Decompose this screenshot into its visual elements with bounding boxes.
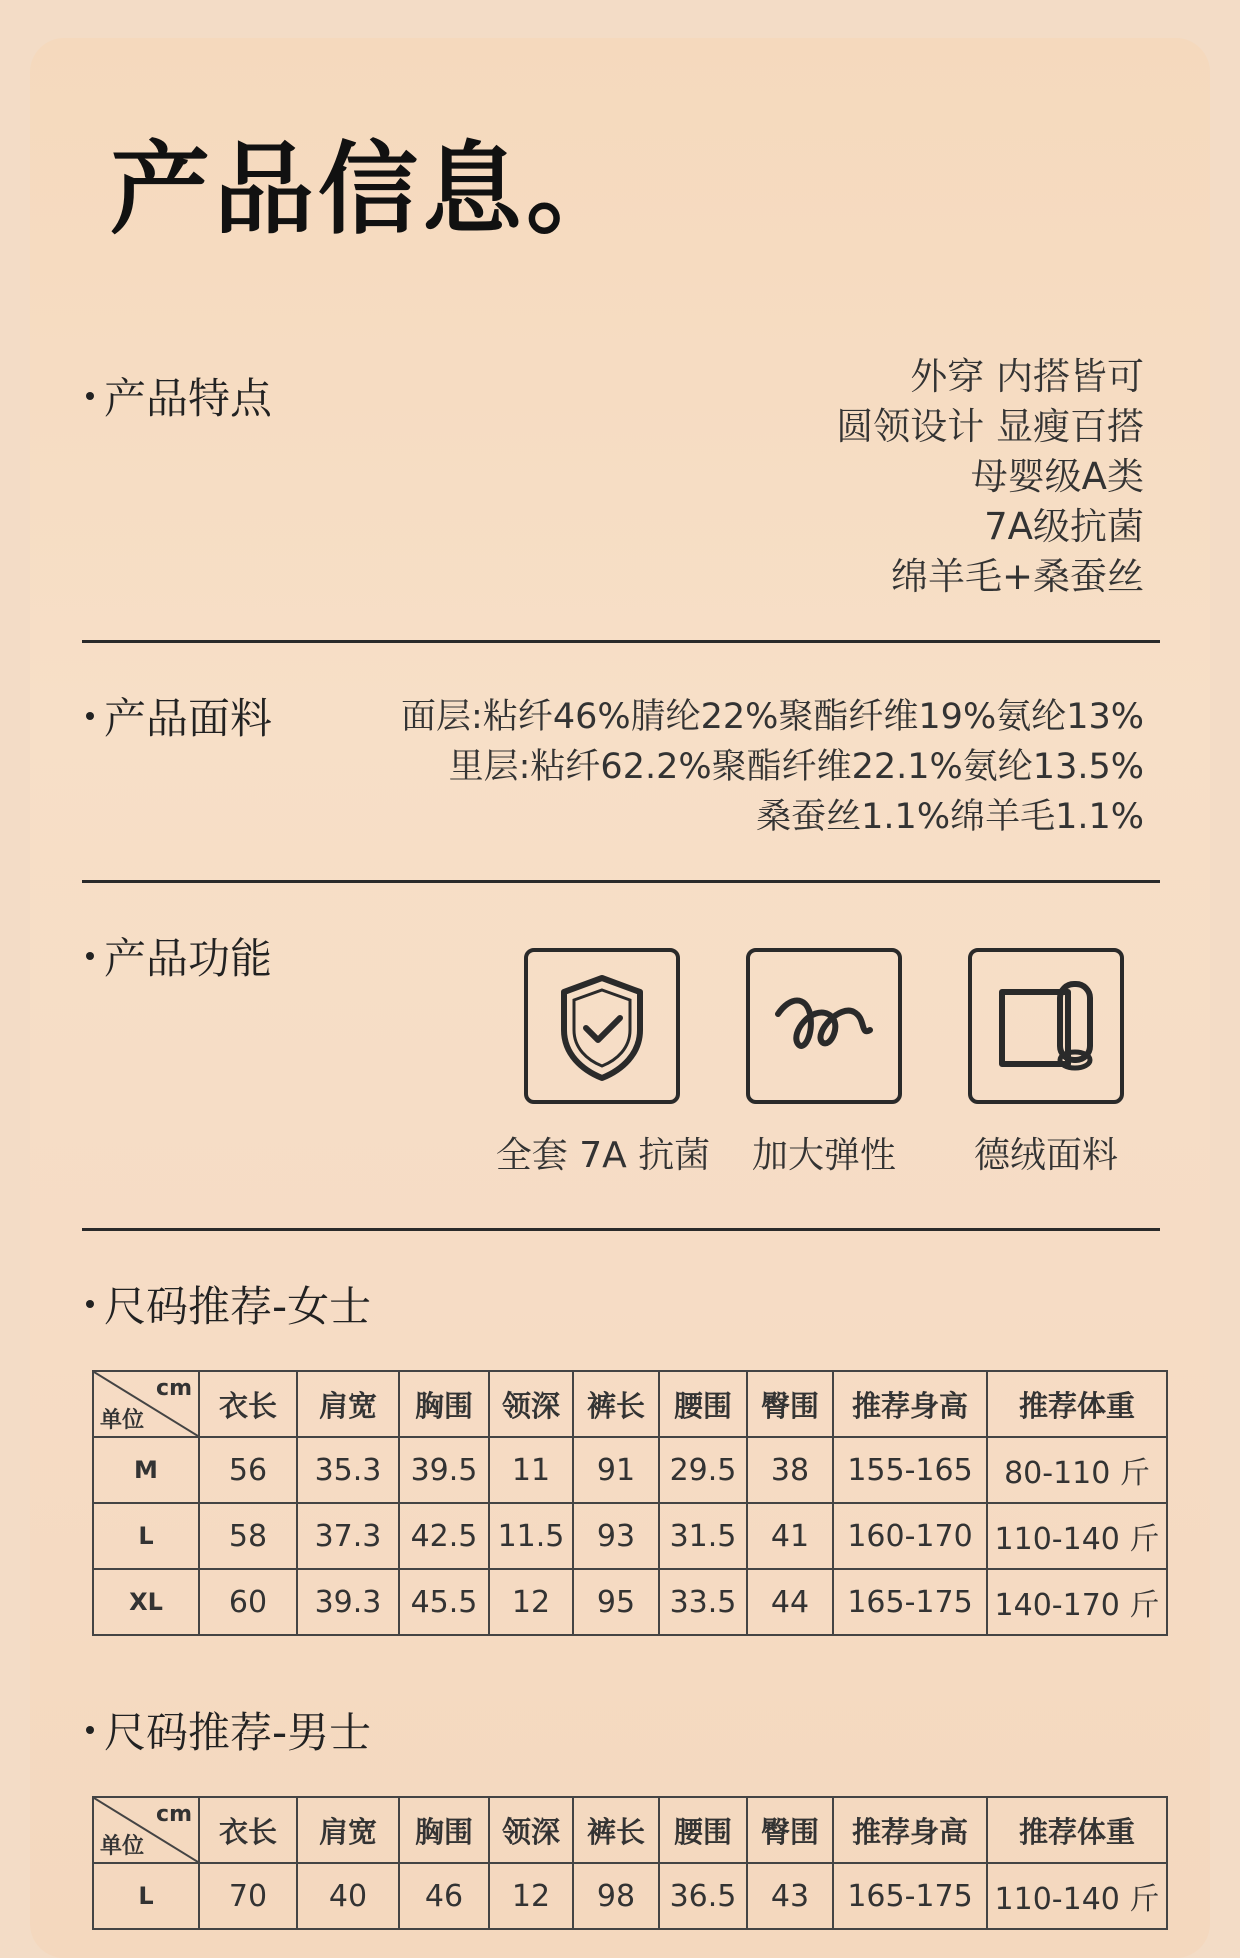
column-header: 推荐身高 xyxy=(833,1371,987,1437)
table-cell: 45.5 xyxy=(399,1569,489,1635)
feature-line: 圆领设计 显瘦百搭 xyxy=(836,405,1144,448)
table-cell: 42.5 xyxy=(399,1503,489,1569)
fabric-list xyxy=(401,692,1144,842)
table-cell: 91 xyxy=(573,1437,659,1503)
feature-line: 外穿 内搭皆可 xyxy=(910,355,1144,398)
column-header: 推荐身高 xyxy=(833,1797,987,1863)
table-row xyxy=(93,1503,1167,1569)
table-cell: 80-110 斤 xyxy=(987,1437,1167,1503)
stretch-wave-icon-box xyxy=(746,948,902,1104)
table-cell: 165-175 xyxy=(833,1569,987,1635)
column-header: 衣长 xyxy=(199,1371,297,1437)
women-size-table xyxy=(92,1370,1168,1636)
bullet-dot xyxy=(86,712,94,720)
fabric-line: 面层:粘纤46%腈纶22%聚酯纤维19%氨纶13% xyxy=(401,697,1144,737)
column-header: 腰围 xyxy=(659,1797,747,1863)
table-cell: 58 xyxy=(199,1503,297,1569)
fabric-label: 产品面料 xyxy=(104,694,273,743)
fabric-line: 里层:粘纤62.2%聚酯纤维22.1%氨纶13.5% xyxy=(448,747,1144,787)
table-cell: 39.3 xyxy=(297,1569,399,1635)
table-cell: 95 xyxy=(573,1569,659,1635)
unit-corner-cell xyxy=(93,1371,199,1437)
column-header: 臀围 xyxy=(747,1371,833,1437)
fabric-line: 桑蚕丝1.1%绵羊毛1.1% xyxy=(756,797,1144,837)
column-header: 肩宽 xyxy=(297,1371,399,1437)
table-cell: 110-140 斤 xyxy=(987,1503,1167,1569)
women-size-heading xyxy=(86,1282,372,1331)
function-label: 德绒面料 xyxy=(973,1135,1118,1176)
feature-line: 母婴级A类 xyxy=(970,455,1144,498)
feature-line: 7A级抗菌 xyxy=(984,505,1144,548)
bullet-dot xyxy=(86,1300,94,1308)
table-row xyxy=(93,1437,1167,1503)
features-heading xyxy=(86,374,273,423)
column-header: 衣长 xyxy=(199,1797,297,1863)
size-cell: L xyxy=(93,1863,199,1929)
section-divider xyxy=(82,640,1160,643)
table-row xyxy=(93,1863,1167,1929)
table-cell: 29.5 xyxy=(659,1437,747,1503)
fabric-roll-icon-box xyxy=(968,948,1124,1104)
column-header: 领深 xyxy=(489,1371,573,1437)
table-cell: 98 xyxy=(573,1863,659,1929)
table-cell: 40 xyxy=(297,1863,399,1929)
table-header-row xyxy=(93,1371,1167,1437)
table-cell: 11 xyxy=(489,1437,573,1503)
stretch-wave-icon xyxy=(750,952,898,1100)
table-cell: 110-140 斤 xyxy=(987,1863,1167,1929)
table-cell: 36.5 xyxy=(659,1863,747,1929)
features-list xyxy=(836,352,1144,602)
table-cell: 39.5 xyxy=(399,1437,489,1503)
table-cell: 33.5 xyxy=(659,1569,747,1635)
shield-check-icon xyxy=(528,952,676,1100)
bullet-dot xyxy=(86,952,94,960)
fabric-roll-icon xyxy=(972,952,1120,1100)
table-header-row xyxy=(93,1797,1167,1863)
column-header: 裤长 xyxy=(573,1371,659,1437)
table-cell: 12 xyxy=(489,1863,573,1929)
table-cell: 60 xyxy=(199,1569,297,1635)
table-cell: 11.5 xyxy=(489,1503,573,1569)
table-cell: 35.3 xyxy=(297,1437,399,1503)
table-cell: 38 xyxy=(747,1437,833,1503)
table-cell: 44 xyxy=(747,1569,833,1635)
women-size-label: 尺码推荐-女士 xyxy=(104,1282,372,1331)
shield-check-icon-box xyxy=(524,948,680,1104)
table-cell: 56 xyxy=(199,1437,297,1503)
functions-heading xyxy=(86,934,273,983)
table-cell: 43 xyxy=(747,1863,833,1929)
functions-label: 产品功能 xyxy=(104,934,273,983)
table-cell: 140-170 斤 xyxy=(987,1569,1167,1635)
table-row xyxy=(93,1569,1167,1635)
section-divider xyxy=(82,880,1160,883)
table-cell: 165-175 xyxy=(833,1863,987,1929)
table-cell: 70 xyxy=(199,1863,297,1929)
table-cell: 93 xyxy=(573,1503,659,1569)
column-header: 推荐体重 xyxy=(987,1797,1167,1863)
column-header: 腰围 xyxy=(659,1371,747,1437)
table-cell: 160-170 xyxy=(833,1503,987,1569)
column-header: 肩宽 xyxy=(297,1797,399,1863)
size-cell: L xyxy=(93,1503,199,1569)
section-divider xyxy=(82,1228,1160,1231)
table-cell: 41 xyxy=(747,1503,833,1569)
features-label: 产品特点 xyxy=(104,374,273,423)
corner-cm: cm xyxy=(156,1802,192,1827)
men-size-label: 尺码推荐-男士 xyxy=(104,1708,372,1757)
size-cell: M xyxy=(93,1437,199,1503)
column-header: 臀围 xyxy=(747,1797,833,1863)
table-cell: 12 xyxy=(489,1569,573,1635)
corner-unit: 单位 xyxy=(100,1408,145,1433)
column-header: 领深 xyxy=(489,1797,573,1863)
function-label: 加大弹性 xyxy=(751,1135,896,1176)
men-size-heading xyxy=(86,1708,372,1757)
column-header: 推荐体重 xyxy=(987,1371,1167,1437)
bullet-dot xyxy=(86,392,94,400)
corner-unit: 单位 xyxy=(100,1834,145,1859)
bullet-dot xyxy=(86,1726,94,1734)
table-cell: 37.3 xyxy=(297,1503,399,1569)
page-title: 产品信息。 xyxy=(110,131,630,248)
corner-cm: cm xyxy=(156,1376,192,1401)
size-cell: XL xyxy=(93,1569,199,1635)
men-size-table xyxy=(92,1796,1168,1930)
table-cell: 31.5 xyxy=(659,1503,747,1569)
table-cell: 46 xyxy=(399,1863,489,1929)
table-cell: 155-165 xyxy=(833,1437,987,1503)
unit-corner-cell xyxy=(93,1797,199,1863)
fabric-heading xyxy=(86,694,273,743)
column-header: 胸围 xyxy=(399,1371,489,1437)
column-header: 裤长 xyxy=(573,1797,659,1863)
feature-line: 绵羊毛+桑蚕丝 xyxy=(890,555,1144,598)
column-header: 胸围 xyxy=(399,1797,489,1863)
function-label: 全套 7A 抗菌 xyxy=(495,1135,711,1176)
